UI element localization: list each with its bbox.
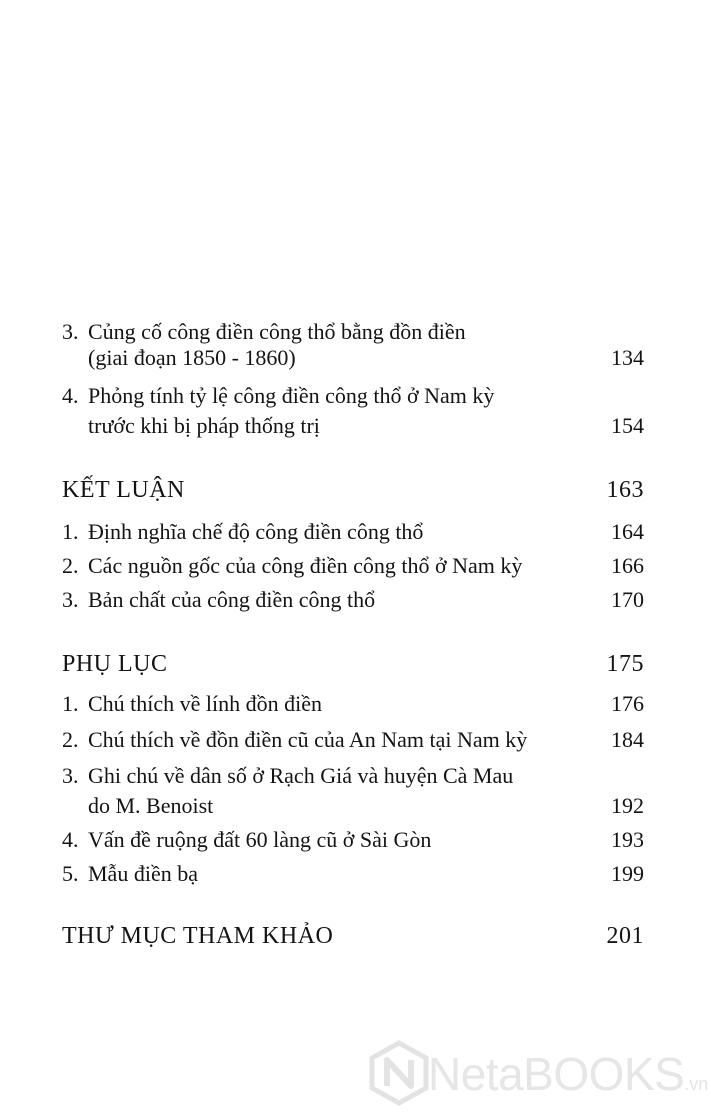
item-title: Chú thích về đồn điền cũ của An Nam tại Nam kỳ (88, 727, 528, 752)
item-number: 4. (62, 383, 79, 408)
section-page: 163 (606, 477, 644, 503)
watermark-text (428, 1048, 708, 1110)
toc-item-4-cont (0, 410, 700, 442)
item-page: 164 (611, 519, 644, 544)
section-heading-phu-luc (0, 646, 700, 682)
item-page: 192 (611, 793, 644, 818)
item-page: 176 (611, 691, 644, 716)
section-heading-ket-luan (0, 472, 700, 508)
item-number: 4. (62, 827, 79, 852)
item-page: 170 (611, 587, 644, 612)
item-title: Định nghĩa chế độ công điền công thổ (88, 519, 424, 544)
toc-item (0, 688, 700, 720)
item-number: 1. (62, 519, 79, 544)
item-number: 3. (62, 763, 79, 788)
watermark-brand: NetaBOOKS (428, 1048, 685, 1100)
toc-item (0, 516, 700, 548)
section-heading-thu-muc (0, 918, 700, 954)
item-page: 166 (611, 553, 644, 578)
item-title: Bản chất của công điền công thổ (88, 587, 376, 612)
item-title: Ghi chú về dân số ở Rạch Giá và huyện Cà Mau (88, 763, 514, 788)
toc-item (0, 760, 700, 792)
section-title: PHỤ LỤC (62, 651, 168, 677)
item-title: Chú thích về lính đồn điền (88, 691, 323, 716)
toc-item (0, 724, 700, 756)
item-title: Củng cố công điền công thổ bằng đồn điền (88, 319, 466, 344)
item-title: Các nguồn gốc của công điền công thổ ở Nam kỳ (88, 553, 523, 578)
item-page: 199 (611, 861, 644, 886)
item-page: 134 (611, 345, 644, 370)
item-number: 2. (62, 553, 79, 578)
item-title-cont: (giai đoạn 1850 - 1860) (88, 345, 296, 370)
item-page: 154 (611, 413, 644, 438)
section-title: THƯ MỤC THAM KHẢO (62, 923, 334, 949)
toc-item (0, 824, 700, 856)
toc-item (0, 550, 700, 582)
item-number: 5. (62, 861, 79, 886)
toc-item (0, 858, 700, 890)
item-title: Vấn đề ruộng đất 60 làng cũ ở Sài Gòn (88, 827, 432, 852)
item-page: 184 (611, 727, 644, 752)
watermark (368, 1040, 708, 1110)
item-number: 1. (62, 691, 79, 716)
watermark-suffix: .vn (684, 1074, 708, 1094)
section-title: KẾT LUẬN (62, 477, 185, 503)
section-page: 201 (606, 923, 644, 949)
item-number: 3. (62, 319, 79, 344)
item-page: 193 (611, 827, 644, 852)
section-page: 175 (606, 651, 644, 677)
toc-item-4 (0, 380, 700, 412)
item-title-cont: trước khi bị pháp thống trị (88, 413, 320, 438)
toc-item (0, 584, 700, 616)
netabooks-logo-icon (368, 1040, 430, 1106)
item-title: Mẫu điền bạ (88, 861, 198, 886)
toc-item-cont (0, 790, 700, 822)
item-number: 3. (62, 587, 79, 612)
item-number: 2. (62, 727, 79, 752)
toc-item-3-cont (0, 342, 700, 374)
item-title: Phỏng tính tỷ lệ công điền công thổ ở Nam kỳ (88, 383, 495, 408)
item-title-cont: do M. Benoist (88, 793, 214, 818)
